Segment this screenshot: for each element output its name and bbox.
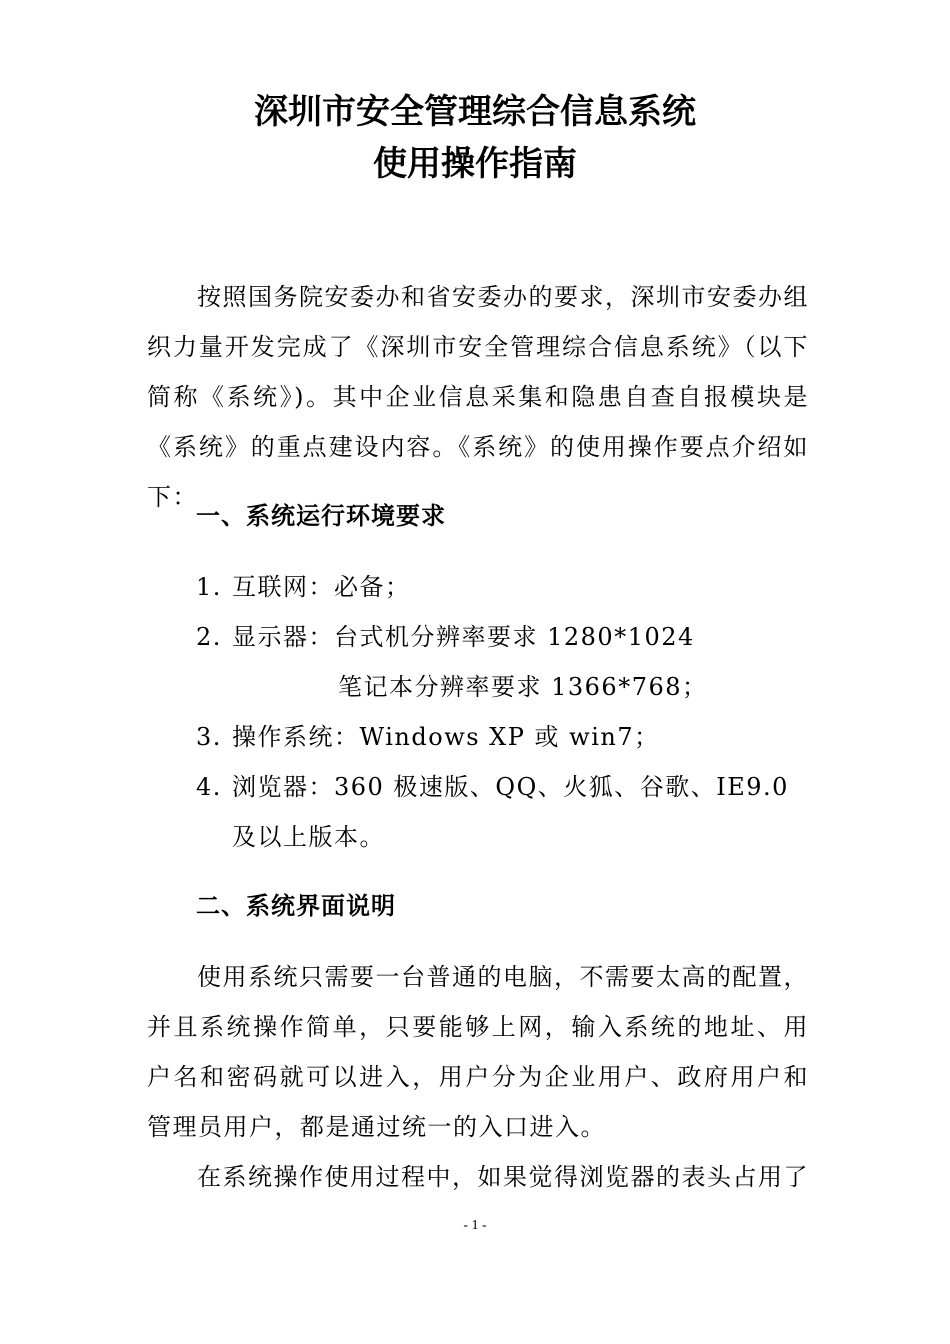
list-item-number: 4. [196, 773, 222, 801]
list-item-text: 互联网：必备； [232, 573, 411, 601]
list-item-text: 显示器：台式机分辨率要求 1280*1024 [232, 623, 695, 651]
environment-requirements-list [196, 562, 808, 862]
section-1-heading: 一、系统运行环境要求 [196, 502, 446, 530]
list-item-number: 1. [196, 573, 222, 601]
intro-paragraph: 按照国务院安委办和省安委办的要求，深圳市安委办组织力量开发完成了《深圳市安全管理综合信息系统》（以下简称《系统》)。其中企业信息采集和隐患自查自报模块是《系统》的重点建设内容。《系统》的使用操作要点介绍如下： [147, 283, 809, 511]
list-item-subtext: 笔记本分辨率要求 1366*768； [338, 673, 708, 701]
list-item [196, 562, 808, 612]
section-2-heading: 二、系统界面说明 [196, 892, 396, 920]
title-line-1: 深圳市安全管理综合信息系统 [254, 92, 696, 132]
list-item-text: 操作系统：Windows XP 或 win7； [232, 723, 660, 751]
list-item-number: 2. [196, 623, 222, 651]
list-item [196, 712, 808, 762]
page-number: - 1 - [463, 1218, 487, 1233]
list-item-number: 3. [196, 723, 222, 751]
document-title [0, 86, 950, 190]
title-line-2: 使用操作指南 [373, 144, 577, 184]
section-2-paragraph-2: 在系统操作使用过程中，如果觉得浏览器的表头占用了 [197, 1163, 809, 1191]
list-item [196, 612, 808, 712]
list-item-text: 浏览器：360 极速版、QQ、火狐、谷歌、IE9.0 及以上版本。 [232, 773, 789, 851]
section-2-paragraph-1: 使用系统只需要一台普通的电脑，不需要太高的配置，并且系统操作简单，只要能够上网，输入系统的地址、用户名和密码就可以进入，用户分为企业用户、政府用户和管理员用户，都是通过统一的入口进入。 [147, 963, 809, 1141]
list-item [196, 762, 808, 862]
